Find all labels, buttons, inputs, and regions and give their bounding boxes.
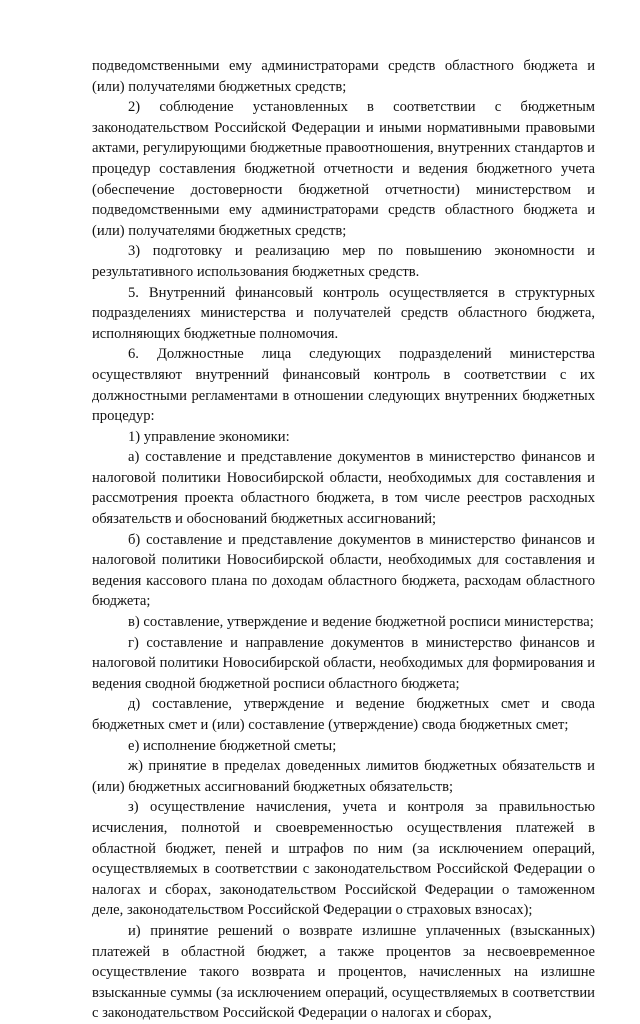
paragraph: а) составление и представление документов в министерство финансов и налоговой политики Новосибирской области, необходимых для составления и рассмотрения проекта областного бюджета, в том числе реестров расходных обязательств и обоснований бюджетных ассигнований; xyxy=(92,449,595,528)
paragraph: з) осуществление начисления, учета и контроля за правильностью исчисления, полнотой и своевременностью осуществления платежей в областной бюджет, пеней и штрафов по ним (за исключением операций, осуществляемых в соответствии с законодательством Российской Федерации о налогах и сборах, законодательством Российской Федерации о таможенном деле, законодательством Российской Федерации о страховых взносах); xyxy=(92,799,595,919)
paragraph: г) составление и направление документов в министерство финансов и налоговой политики Новосибирской области, необходимых для формирования и ведения сводной бюджетной росписи областного бюджета; xyxy=(92,634,595,692)
paragraph: 3) подготовку и реализацию мер по повышению экономности и результативного использования бюджетных средств. xyxy=(92,243,595,280)
paragraph: д) составление, утверждение и ведение бюджетных смет и свода бюджетных смет и (или) составление (утверждение) свода бюджетных смет; xyxy=(92,696,595,733)
paragraph: 5. Внутренний финансовый контроль осуществляется в структурных подразделениях министерства и получателей средств областного бюджета, исполняющих бюджетные полномочия. xyxy=(92,284,595,342)
paragraph: подведомственными ему администраторами средств областного бюджета и (или) получателями бюджетных средств; xyxy=(92,58,595,95)
paragraph: 1) управление экономики: xyxy=(128,428,290,445)
paragraph: в) составление, утверждение и ведение бюджетной росписи министерства; xyxy=(128,614,594,631)
paragraph: б) составление и представление документов в министерство финансов и налоговой политики Новосибирской области, необходимых для составления и ведения кассового плана по доходам областного бюджета, расходам областного бюджета; xyxy=(92,531,595,610)
document-body xyxy=(92,56,595,1024)
paragraph: и) принятие решений о возврате излишне уплаченных (взысканных) платежей в областной бюджет, а также процентов за несвоевременное осуществление такого возврата и процентов, начисленных на излишне взысканные суммы (за исключением операций, осуществляемых в соответствии с законодательством Российской Федерации о налогах и сборах, xyxy=(92,922,595,1022)
paragraph: е) исполнение бюджетной сметы; xyxy=(128,737,337,754)
paragraph: ж) принятие в пределах доведенных лимитов бюджетных обязательств и (или) бюджетных ассигнований бюджетных обязательств; xyxy=(92,758,595,795)
paragraph: 6. Должностные лица следующих подразделений министерства осуществляют внутренний финансовый контроль в соответствии с их должностными регламентами в отношении следующих внутренних бюджетных процедур: xyxy=(92,346,595,425)
paragraph: 2) соблюдение установленных в соответствии с бюджетным законодательством Российской Федерации и иными нормативными правовыми актами, регулирующими бюджетные правоотношения, внутренних стандартов и процедур составления бюджетной отчетности и ведения бюджетного учета (обеспечение достоверности бюджетной отчетности) министерством и подведомственными ему администраторами средств областного бюджета и (или) получателями бюджетных средств; xyxy=(92,99,595,239)
